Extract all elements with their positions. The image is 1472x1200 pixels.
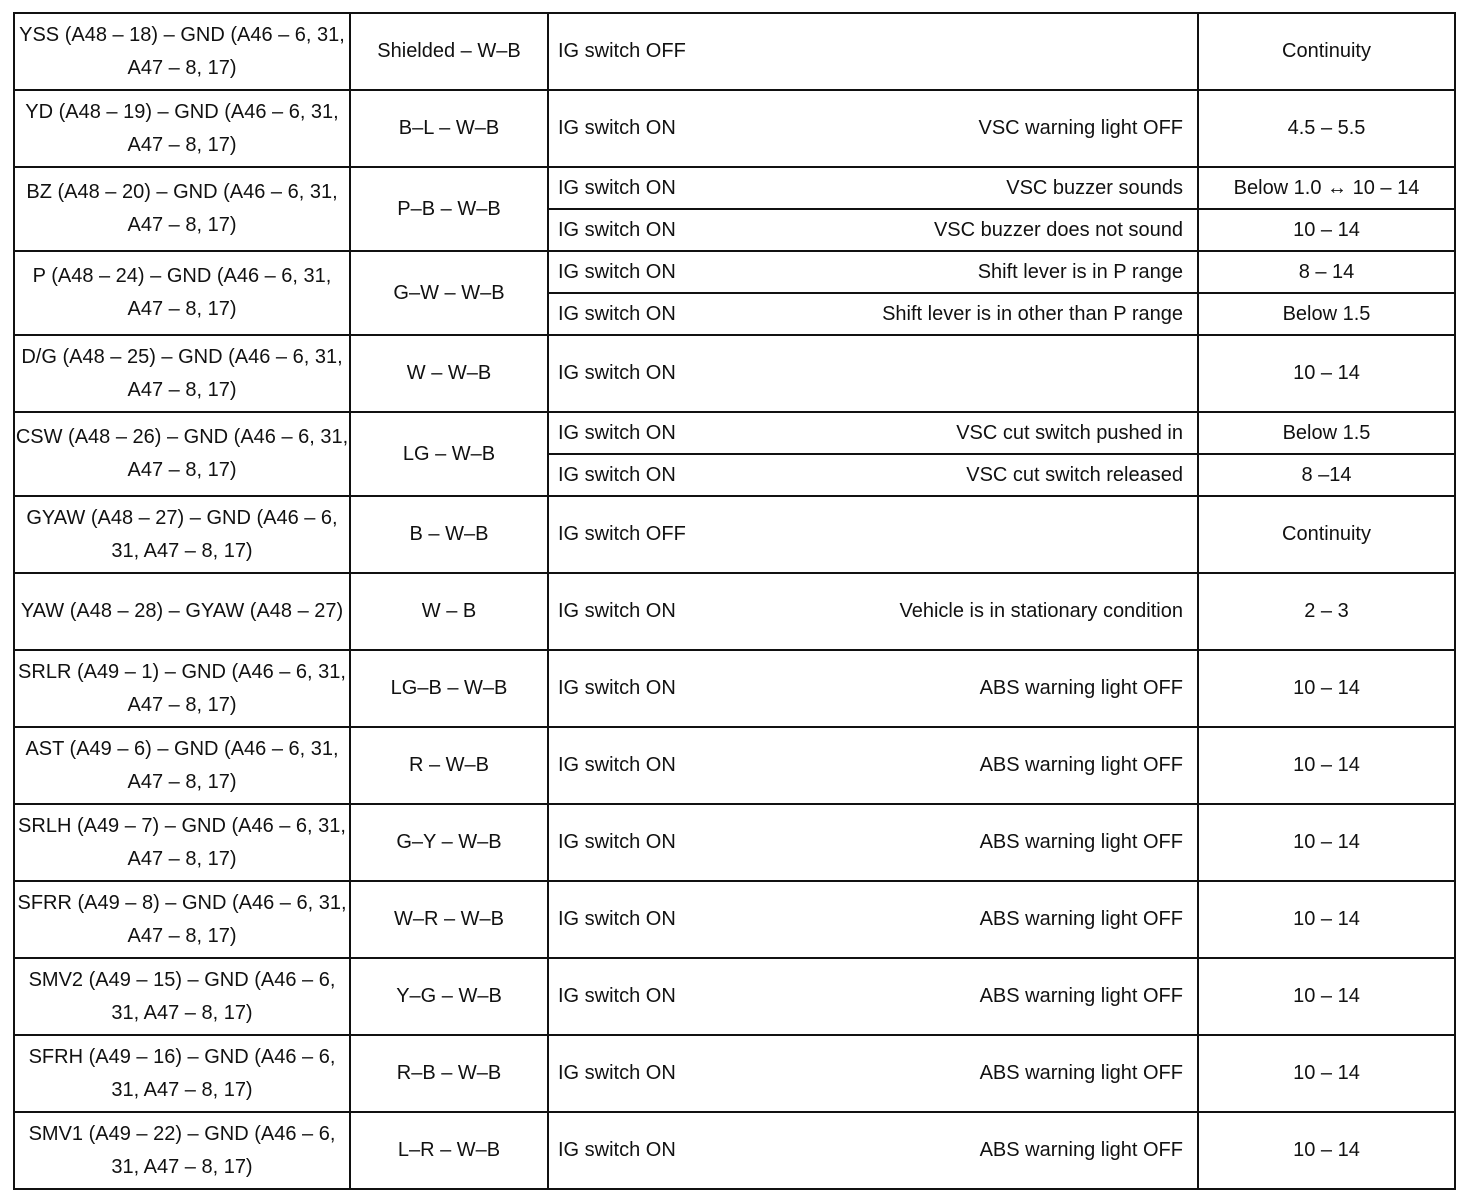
- specified-value-cell: 10 – 14: [1198, 335, 1455, 412]
- condition-content: [549, 672, 1197, 705]
- wire-color-cell: W – B: [350, 573, 548, 650]
- condition-content: [549, 1134, 1197, 1167]
- condition-detail: VSC buzzer sounds: [1006, 176, 1183, 199]
- condition-cell: [548, 804, 1198, 881]
- specified-value-cell: 10 – 14: [1198, 727, 1455, 804]
- wire-color-cell: W–R – W–B: [350, 881, 548, 958]
- condition-cell: [548, 881, 1198, 958]
- table-row: [14, 1112, 1455, 1189]
- terminal-cell: SRLH (A49 – 7) – GND (A46 – 6, 31, A47 – 8, 17): [14, 804, 350, 881]
- terminal-cell: P (A48 – 24) – GND (A46 – 6, 31, A47 – 8, 17): [14, 251, 350, 335]
- terminal-spec-sheet: [13, 12, 1454, 1188]
- table-row: [14, 727, 1455, 804]
- wire-color-cell: LG–B – W–B: [350, 650, 548, 727]
- table-row: [14, 13, 1455, 90]
- condition-content: [549, 518, 1197, 551]
- specified-value-cell: 10 – 14: [1198, 1112, 1455, 1189]
- ignition-state: IG switch OFF: [558, 523, 686, 545]
- condition-detail: ABS warning light OFF: [979, 677, 1183, 699]
- terminal-cell: YD (A48 – 19) – GND (A46 – 6, 31, A47 – 8, 17): [14, 90, 350, 167]
- terminal-cell: SFRR (A49 – 8) – GND (A46 – 6, 31, A47 – 8, 17): [14, 881, 350, 958]
- condition-content: [549, 35, 1197, 68]
- condition-content: [549, 214, 1197, 247]
- ignition-state: IG switch ON: [558, 260, 676, 283]
- table-row: [14, 335, 1455, 412]
- condition-cell: [548, 251, 1198, 293]
- condition-detail: ABS warning light OFF: [979, 1139, 1183, 1161]
- ignition-state: IG switch OFF: [558, 40, 686, 62]
- table-row: [14, 251, 1455, 293]
- table-row: [14, 412, 1455, 454]
- condition-cell: [548, 958, 1198, 1035]
- wire-color-cell: G–W – W–B: [350, 251, 548, 335]
- terminal-spec-table-body: [14, 13, 1455, 1189]
- specified-value-cell: Below 1.5: [1198, 412, 1455, 454]
- wire-color-cell: W – W–B: [350, 335, 548, 412]
- terminal-cell: AST (A49 – 6) – GND (A46 – 6, 31, A47 – 8, 17): [14, 727, 350, 804]
- terminal-cell: YAW (A48 – 28) – GYAW (A48 – 27): [14, 573, 350, 650]
- wire-color-cell: L–R – W–B: [350, 1112, 548, 1189]
- specified-value-cell: 8 – 14: [1198, 251, 1455, 293]
- ignition-state: IG switch ON: [558, 218, 676, 241]
- condition-content: [549, 595, 1197, 628]
- wire-color-cell: G–Y – W–B: [350, 804, 548, 881]
- terminal-cell: CSW (A48 – 26) – GND (A46 – 6, 31, A47 – 8, 17): [14, 412, 350, 496]
- condition-detail: ABS warning light OFF: [979, 831, 1183, 853]
- condition-content: [549, 357, 1197, 390]
- condition-detail: VSC cut switch pushed in: [956, 421, 1183, 444]
- wire-color-cell: P–B – W–B: [350, 167, 548, 251]
- condition-cell: [548, 650, 1198, 727]
- specified-value-cell: 4.5 – 5.5: [1198, 90, 1455, 167]
- condition-detail: VSC buzzer does not sound: [933, 218, 1183, 241]
- ignition-state: IG switch ON: [558, 831, 676, 853]
- specified-value-cell: 10 – 14: [1198, 209, 1455, 251]
- specified-value-cell: 10 – 14: [1198, 650, 1455, 727]
- ignition-state: IG switch ON: [558, 117, 676, 139]
- wire-color-cell: Y–G – W–B: [350, 958, 548, 1035]
- condition-detail: VSC cut switch released: [966, 463, 1183, 486]
- condition-content: [549, 1057, 1197, 1090]
- ignition-state: IG switch ON: [558, 754, 676, 776]
- table-row: [14, 958, 1455, 1035]
- table-row: [14, 1035, 1455, 1112]
- condition-content: [549, 417, 1197, 450]
- condition-content: [549, 980, 1197, 1013]
- specified-value-cell: 10 – 14: [1198, 804, 1455, 881]
- condition-cell: [548, 412, 1198, 454]
- condition-cell: [548, 454, 1198, 496]
- condition-cell: [548, 496, 1198, 573]
- condition-content: [549, 172, 1197, 205]
- condition-content: [549, 903, 1197, 936]
- ignition-state: IG switch ON: [558, 362, 676, 384]
- table-row: [14, 804, 1455, 881]
- specified-value-cell: 2 – 3: [1198, 573, 1455, 650]
- condition-content: [549, 826, 1197, 859]
- ignition-state: IG switch ON: [558, 908, 676, 930]
- ignition-state: IG switch ON: [558, 463, 676, 486]
- ignition-state: IG switch ON: [558, 985, 676, 1007]
- table-row: [14, 167, 1455, 209]
- condition-detail: ABS warning light OFF: [979, 985, 1183, 1007]
- specified-value-cell: 10 – 14: [1198, 1035, 1455, 1112]
- table-row: [14, 90, 1455, 167]
- condition-detail: Shift lever is in other than P range: [882, 302, 1183, 325]
- table-row: [14, 881, 1455, 958]
- condition-cell: [548, 335, 1198, 412]
- wire-color-cell: R–B – W–B: [350, 1035, 548, 1112]
- specified-value-cell: Below 1.0 ↔ 10 – 14: [1198, 167, 1455, 209]
- specified-value-cell: 10 – 14: [1198, 958, 1455, 1035]
- condition-cell: [548, 1035, 1198, 1112]
- ignition-state: IG switch ON: [558, 600, 676, 622]
- condition-cell: [548, 13, 1198, 90]
- ignition-state: IG switch ON: [558, 677, 676, 699]
- condition-detail: Shift lever is in P range: [977, 260, 1183, 283]
- ignition-state: IG switch ON: [558, 1139, 676, 1161]
- specified-value-cell: Continuity: [1198, 496, 1455, 573]
- condition-detail: ABS warning light OFF: [979, 908, 1183, 930]
- table-row: [14, 573, 1455, 650]
- specified-value-cell: Continuity: [1198, 13, 1455, 90]
- specified-value-cell: 10 – 14: [1198, 881, 1455, 958]
- condition-content: [549, 749, 1197, 782]
- terminal-cell: GYAW (A48 – 27) – GND (A46 – 6, 31, A47 – 8, 17): [14, 496, 350, 573]
- condition-content: [549, 459, 1197, 492]
- terminal-cell: SMV2 (A49 – 15) – GND (A46 – 6, 31, A47 – 8, 17): [14, 958, 350, 1035]
- condition-cell: [548, 90, 1198, 167]
- condition-cell: [548, 1112, 1198, 1189]
- wire-color-cell: LG – W–B: [350, 412, 548, 496]
- condition-detail: VSC warning light OFF: [978, 117, 1183, 139]
- condition-detail: ABS warning light OFF: [979, 754, 1183, 776]
- terminal-spec-table: [13, 12, 1456, 1190]
- table-row: [14, 496, 1455, 573]
- condition-content: [549, 112, 1197, 145]
- terminal-cell: SMV1 (A49 – 22) – GND (A46 – 6, 31, A47 – 8, 17): [14, 1112, 350, 1189]
- wire-color-cell: B–L – W–B: [350, 90, 548, 167]
- terminal-cell: YSS (A48 – 18) – GND (A46 – 6, 31, A47 – 8, 17): [14, 13, 350, 90]
- terminal-cell: SFRH (A49 – 16) – GND (A46 – 6, 31, A47 – 8, 17): [14, 1035, 350, 1112]
- ignition-state: IG switch ON: [558, 1062, 676, 1084]
- terminal-cell: BZ (A48 – 20) – GND (A46 – 6, 31, A47 – 8, 17): [14, 167, 350, 251]
- ignition-state: IG switch ON: [558, 176, 676, 199]
- condition-cell: [548, 293, 1198, 335]
- condition-cell: [548, 573, 1198, 650]
- condition-content: [549, 298, 1197, 331]
- table-row: [14, 650, 1455, 727]
- specified-value-cell: Below 1.5: [1198, 293, 1455, 335]
- condition-detail: ABS warning light OFF: [979, 1062, 1183, 1084]
- terminal-cell: D/G (A48 – 25) – GND (A46 – 6, 31, A47 – 8, 17): [14, 335, 350, 412]
- ignition-state: IG switch ON: [558, 302, 676, 325]
- condition-cell: [548, 727, 1198, 804]
- wire-color-cell: R – W–B: [350, 727, 548, 804]
- terminal-cell: SRLR (A49 – 1) – GND (A46 – 6, 31, A47 – 8, 17): [14, 650, 350, 727]
- condition-detail: Vehicle is in stationary condition: [899, 600, 1183, 622]
- ignition-state: IG switch ON: [558, 421, 676, 444]
- wire-color-cell: Shielded – W–B: [350, 13, 548, 90]
- condition-cell: [548, 167, 1198, 209]
- specified-value-cell: 8 –14: [1198, 454, 1455, 496]
- wire-color-cell: B – W–B: [350, 496, 548, 573]
- condition-cell: [548, 209, 1198, 251]
- condition-content: [549, 256, 1197, 289]
